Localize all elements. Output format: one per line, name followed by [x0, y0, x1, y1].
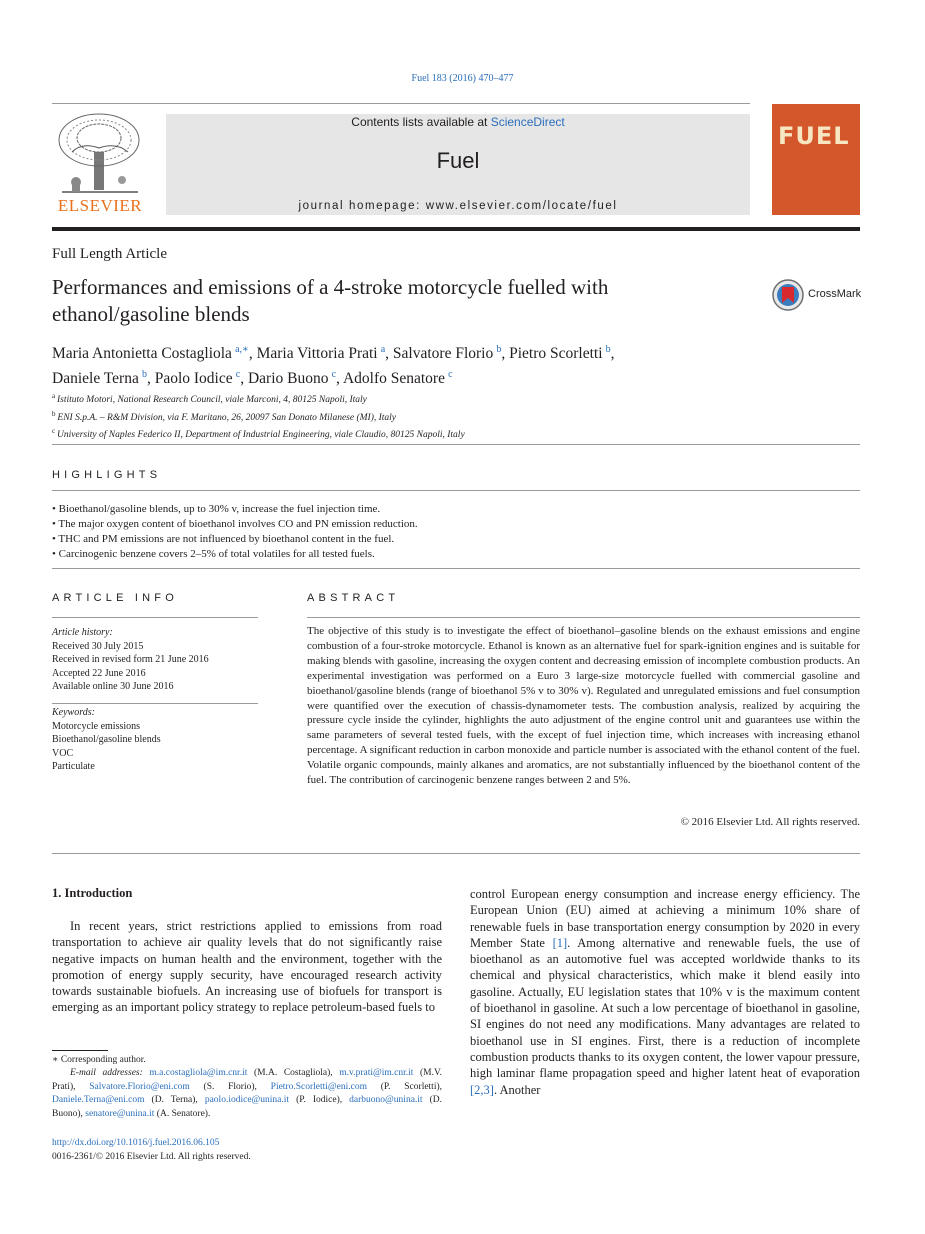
section-rule	[52, 568, 860, 569]
journal-homepage[interactable]: journal homepage: www.elsevier.com/locate/fuel	[298, 200, 618, 212]
abstract-copyright: © 2016 Elsevier Ltd. All rights reserved.	[680, 816, 860, 828]
intro-left-column	[52, 918, 442, 1016]
email-addresses: E-mail addresses: m.a.costagliola@im.cnr.it (M.A. Costagliola), m.v.prati@im.cnr.it (M.V. Prati), Salvatore.Florio@eni.com (S. Florio), Pietro.Scorletti@eni.com (P. Scorletti), Daniele.Terna@eni.com (D. Terna), paolo.iodice@unina.it (P. Iodice), darbuono@unina.it (D. Buono), senatore@unina.it (A. Senatore).	[52, 1068, 443, 1119]
crossmark-badge[interactable]	[772, 279, 864, 311]
keyword: Bioethanol/gasoline blends	[52, 734, 161, 745]
header-thick-rule	[52, 227, 860, 231]
author-list	[52, 339, 860, 389]
author-6[interactable]: Paolo Iodice $^c$,	[154, 369, 248, 388]
elsevier-tree-icon	[52, 112, 148, 198]
footnote-rule	[52, 1050, 108, 1051]
list-item: • THC and PM emissions are not influenced by bioethanol content in the fuel.	[52, 533, 395, 545]
affiliation-a: $^a$ Istituto Motori, National Research Council, viale Marconi, 4, 80125 Napoli, Italy	[52, 392, 367, 406]
email-label: E-mail addresses:	[70, 1068, 143, 1079]
journal-masthead	[166, 114, 750, 215]
highlights-heading: HIGHLIGHTS	[52, 469, 162, 481]
affiliation-b: $^b$ ENI S.p.A. – R&M Division, via F. Maritano, 26, 20097 San Donato Milanese (MI), Italy	[52, 409, 397, 423]
intro-paragraph-continued: control European energy consumption and increase energy efficiency. The European Union (EU) aimed at achieving a minimum 10% share of renewable fuels in base transportation energy consumption by 2020 in every Member State [1]. Among alternative and renewable fuels, the use of bioethanol as an automotive fuel was accepted worldwide thanks to its chemical and physical characteristics, which make it blend easily into gasoline. Actually, EU legislation states that 10% v is the maximum content of bioethanol in gasoline. At such a low percentage of bioethanol in gasoline, SI engines do not need any modifications. Many advantages are related to bioethanol use in SI engines. First, there is a reduction of incomplete combustion products thanks to its oxygen content, the lower vapour pressure, high laminar flame propagation speed and higher latent heat of evaporation [2,3]. Another	[470, 887, 861, 1097]
author-affil-sup[interactable]: b	[605, 344, 611, 355]
author-affil-sup[interactable]: a	[380, 344, 386, 355]
list-item: • The major oxygen content of bioethanol involves CO and PN emission reduction.	[52, 518, 418, 530]
author-2[interactable]: Maria Vittoria Prati $^a$,	[256, 344, 393, 363]
author-affil-sup[interactable]: a,∗	[235, 344, 249, 355]
article-type: Full Length Article	[52, 246, 167, 262]
footnotes	[52, 1054, 442, 1121]
author-4[interactable]: Pietro Scorletti $^b$,	[509, 344, 615, 363]
keyword: Motorcycle emissions	[52, 720, 141, 732]
article-info-rule	[52, 617, 258, 618]
author-affil-sup[interactable]: c	[448, 369, 453, 381]
author-affil-sup[interactable]: b	[141, 369, 147, 381]
elsevier-wordmark: ELSEVIER	[57, 196, 143, 215]
author-7[interactable]: Dario Buono $^c$,	[247, 369, 343, 388]
highlights-rule	[52, 490, 860, 491]
section-rule	[52, 853, 860, 854]
journal-reference-link[interactable]: Fuel 183 (2016) 470–477	[411, 73, 514, 84]
abstract-heading: ABSTRACT	[307, 592, 400, 604]
header-rule	[52, 103, 750, 104]
history-label: Article history:	[52, 627, 113, 638]
keywords-rule	[52, 703, 258, 704]
keyword: VOC	[52, 747, 74, 759]
intro-right-column	[470, 886, 860, 1098]
email-link[interactable]: Daniele.Terna@eni.com	[52, 1095, 145, 1106]
keyword: Particulate	[52, 761, 95, 772]
email-link[interactable]: Pietro.Scorletti@eni.com	[270, 1081, 367, 1092]
doi-block	[52, 1137, 251, 1164]
contents-line	[166, 115, 750, 129]
journal-title: Fuel	[436, 148, 480, 173]
email-link[interactable]: m.a.costagliola@im.cnr.it	[149, 1068, 248, 1079]
article-info-heading: ARTICLE INFO	[52, 592, 178, 604]
email-link[interactable]: paolo.iodice@unina.it	[204, 1095, 290, 1106]
affiliation-c: $^c$ University of Naples Federico II, Department of Industrial Engineering, viale Claudio, 80125 Napoli, Italy	[52, 427, 465, 441]
article-info-block	[52, 626, 260, 694]
history-received: Received 30 July 2015	[52, 640, 144, 652]
doi-link[interactable]: http://dx.doi.org/10.1016/j.fuel.2016.06.105	[52, 1138, 220, 1148]
intro-paragraph: In recent years, strict restrictions applied to emissions from road transportation to achieve air quality levels that do not significantly raise negative impacts on human health and the environment, together with the promotion of energy supply security, have encouraged research activity towards sustainable biofuels. An increasing use of biofuels for transport is emerging as an important policy strategy to replace petroleum-based fuels to	[52, 919, 442, 1015]
author-5[interactable]: Daniele Terna $^b$,	[52, 369, 155, 388]
keywords-block	[52, 706, 260, 774]
author-1[interactable]: Maria Antonietta Costagliola $^{a,∗}$,	[52, 344, 257, 363]
article-title: Performances and emissions of a 4-stroke motorcycle fuelled with ethanol/gasoline blends	[52, 275, 609, 326]
section-rule	[52, 444, 860, 445]
history-accepted: Accepted 22 June 2016	[52, 667, 146, 679]
keywords-label: Keywords:	[52, 707, 95, 718]
email-link[interactable]: darbuono@unina.it	[349, 1095, 423, 1106]
email-link[interactable]: m.v.prati@im.cnr.it	[339, 1068, 414, 1079]
list-item: • Bioethanol/gasoline blends, up to 30% v, increase the fuel injection time.	[52, 503, 381, 515]
author-affil-sup[interactable]: c	[331, 369, 337, 381]
history-online: Available online 30 June 2016	[52, 681, 174, 692]
sciencedirect-link[interactable]: ScienceDirect	[490, 115, 565, 129]
elsevier-logo	[52, 112, 148, 216]
author-affil-sup[interactable]: b	[496, 344, 502, 355]
author-3[interactable]: Salvatore Florio $^b$,	[392, 344, 510, 363]
email-link[interactable]: Salvatore.Florio@eni.com	[89, 1081, 190, 1092]
abstract-text: The objective of this study is to investigate the effect of bioethanol–gasoline blends on the exhaust emissions and engine combustion of a four-stroke motorcycle. Ethanol is known as an alternative fuel for spark-ignition engines and is suitable for making blends with gasoline, increasing the oxygen content and decreasing emission of incomplete combustion products. An experimental investigation was performed on a Euro 3 large-size motorcycle fuelled with commercial gasoline and bioethanol/gasoline blends (range of bioethanol 5% v to 30% v). Regulated and unregulated emissions and fuel consumption were quantified over the execution of chassis-dynamometer tests. The combustion analysis, realized by acquiring the pressure cycle inside the cylinder, highlights the auto adjustment of the engine control unit and guarantees use within the same parameters of several tested fuels, with the except of fuel injection time, which increases with increasing ethanol percentage. A significant reduction in carbon monoxide and particle number is associated with the ethanol content of the fuel. Volatile organic compounds, mainly alkanes and aromatics, are not substantially influenced by the bioethanol content of the fuel. The contribution of carcinogenic benzene ranges between 2 and 5%.	[307, 625, 860, 787]
citation-link[interactable]: [2,3]	[470, 1082, 494, 1097]
email-link[interactable]: senatore@unina.it	[85, 1108, 155, 1119]
crossmark-icon	[772, 279, 804, 311]
history-revised: Received in revised form 21 June 2016	[52, 654, 209, 665]
author-8[interactable]: Adolfo Senatore $^c$	[342, 369, 453, 388]
citation-link[interactable]: [1]	[552, 935, 568, 950]
author-affil-sup[interactable]: c	[235, 369, 241, 381]
contents-prefix: Contents lists available at	[351, 115, 491, 129]
corresponding-author-note: ∗ Corresponding author.	[52, 1055, 146, 1065]
abstract-rule	[307, 617, 860, 618]
cover-title: FUEL	[778, 122, 850, 150]
issn-line: 0016-2361/© 2016 Elsevier Ltd. All rights reserved.	[52, 1151, 251, 1162]
list-item: • Carcinogenic benzene covers 2–5% of total volatiles for all tested fuels.	[52, 548, 375, 560]
highlights-list	[52, 502, 860, 562]
journal-cover	[772, 104, 860, 215]
introduction-heading: 1. Introduction	[52, 886, 133, 900]
crossmark-label: CrossMark	[808, 288, 862, 300]
affiliation-list	[52, 390, 860, 443]
